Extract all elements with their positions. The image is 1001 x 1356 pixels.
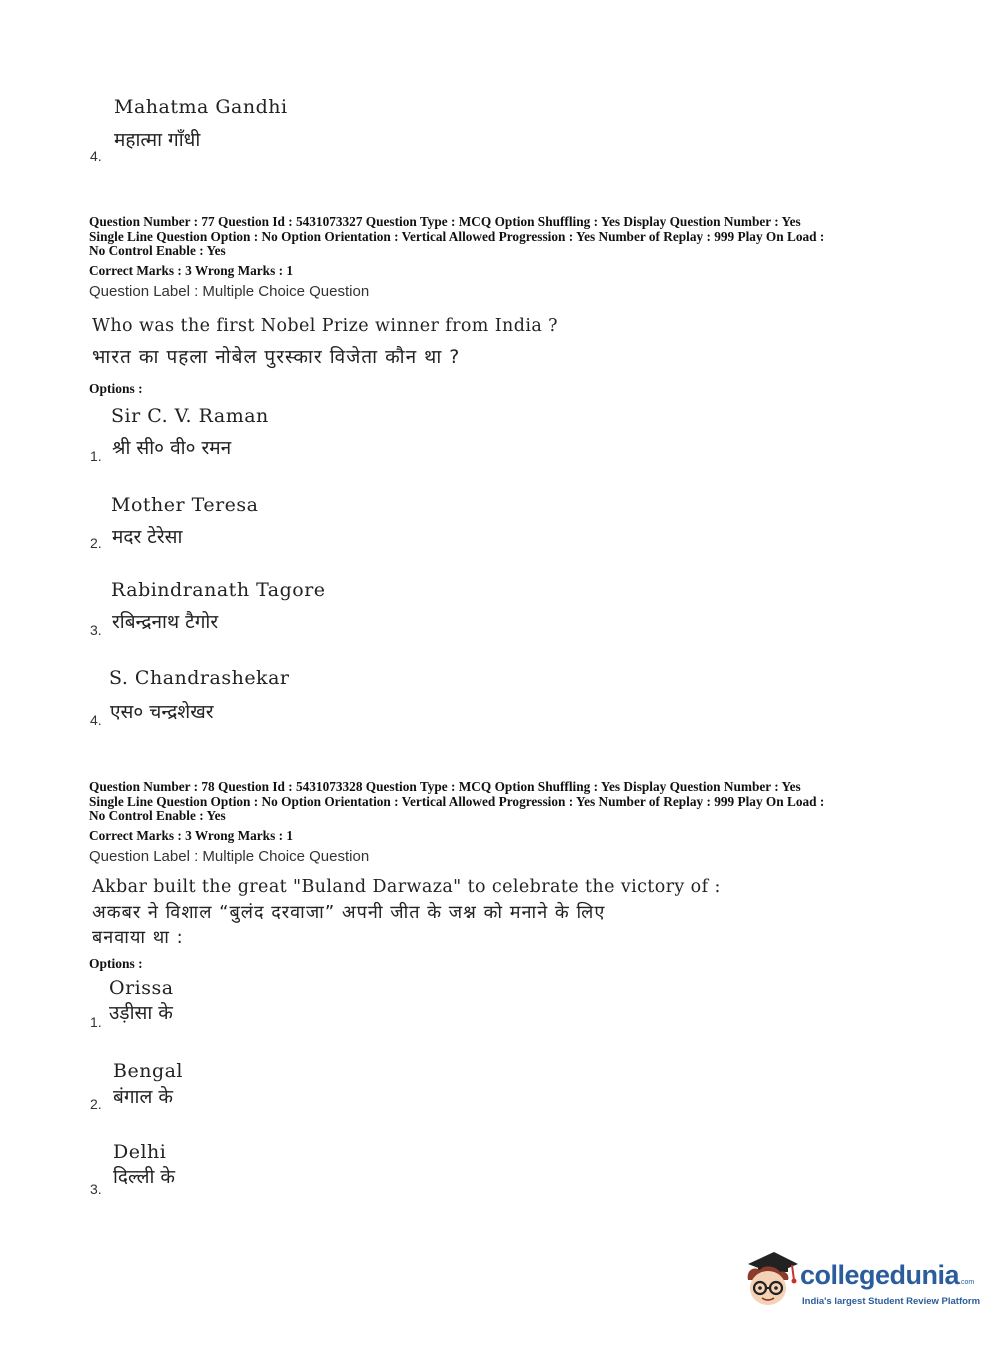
q78-option-2-en: Bengal	[113, 1060, 184, 1082]
q78-options-heading: Options :	[89, 956, 143, 971]
q78-meta-line2: Single Line Question Option : No Option Orientation : Vertical Allowed Progression : Yes Number of Replay : 999 Play On Load :	[89, 793, 825, 809]
q78-meta-line1: Question Number : 78 Question Id : 5431073328 Question Type : MCQ Option Shuffling : Yes Display Question Number : Yes	[89, 779, 801, 794]
q77-meta-line2: Single Line Question Option : No Option Orientation : Vertical Allowed Progression : Yes Number of Replay : 999 Play On Load :	[89, 228, 825, 244]
q77-meta-line3: No Control Enable : Yes	[89, 243, 226, 258]
logo-tagline: India's largest Student Review Platform	[802, 1296, 981, 1307]
q77-question-en: Who was the first Nobel Prize winner from India ?	[92, 316, 558, 336]
q77-question-hi: भारत का पहला नोबेल पुरस्कार विजेता कौन था ?	[92, 346, 461, 368]
q77-option-4-en: S. Chandrashekar	[109, 667, 290, 689]
q78-option-1-hi: उड़ीसा के	[109, 1002, 173, 1024]
logo-suffix: .com	[959, 1279, 975, 1286]
q78-marks: Correct Marks : 3 Wrong Marks : 1	[89, 828, 293, 843]
q77-option-1-number: 1.	[90, 448, 102, 464]
prev-option-4-hi: महात्मा गाँधी	[114, 129, 201, 151]
q77-option-3-en: Rabindranath Tagore	[111, 579, 326, 601]
q78-option-3-hi: दिल्ली के	[113, 1166, 176, 1188]
q77-option-2-en: Mother Teresa	[111, 494, 259, 516]
q77-option-2-number: 2.	[90, 535, 102, 551]
collegedunia-logo[interactable]	[740, 1250, 981, 1316]
q77-option-3-hi: रबिन्द्रनाथ टैगोर	[112, 611, 219, 633]
q78-question-hi-line1: अकबर ने विशाल “बुलंद दरवाजा” अपनी जीत के जश्न को मनाने के लिए	[92, 902, 606, 923]
q77-option-4-hi: एस० चन्द्रशेखर	[110, 701, 214, 723]
q77-options-heading: Options :	[89, 381, 143, 396]
logo-name: collegedunia	[800, 1260, 960, 1290]
q77-option-2-hi: मदर टेरेसा	[112, 526, 183, 548]
q77-option-1-hi: श्री सी० वी० रमन	[112, 437, 232, 459]
prev-option-4-number: 4.	[90, 148, 102, 164]
q77-question-label: Question Label : Multiple Choice Question	[89, 283, 370, 300]
q77-option-3-number: 3.	[90, 622, 102, 638]
q78-option-3-number: 3.	[90, 1181, 102, 1197]
q77-option-4-number: 4.	[90, 712, 102, 728]
q77-meta-line1: Question Number : 77 Question Id : 5431073327 Question Type : MCQ Option Shuffling : Yes Display Question Number : Yes	[89, 214, 801, 229]
q78-option-3-en: Delhi	[113, 1141, 167, 1163]
q78-meta-line3: No Control Enable : Yes	[89, 808, 226, 823]
q78-option-2-number: 2.	[90, 1096, 102, 1112]
q78-question-en: Akbar built the great "Buland Darwaza" to celebrate the victory of :	[92, 877, 721, 897]
q77-marks: Correct Marks : 3 Wrong Marks : 1	[89, 263, 293, 278]
prev-option-4-en: Mahatma Gandhi	[114, 96, 288, 118]
q78-option-2-hi: बंगाल के	[113, 1086, 173, 1108]
q77-option-1-en: Sir C. V. Raman	[111, 405, 269, 427]
q78-question-label: Question Label : Multiple Choice Question	[89, 848, 370, 865]
q78-option-1-en: Orissa	[109, 977, 174, 999]
q78-question-hi-line2: बनवाया था :	[92, 927, 184, 948]
mascot-icon	[740, 1250, 800, 1310]
q78-option-1-number: 1.	[90, 1014, 102, 1030]
